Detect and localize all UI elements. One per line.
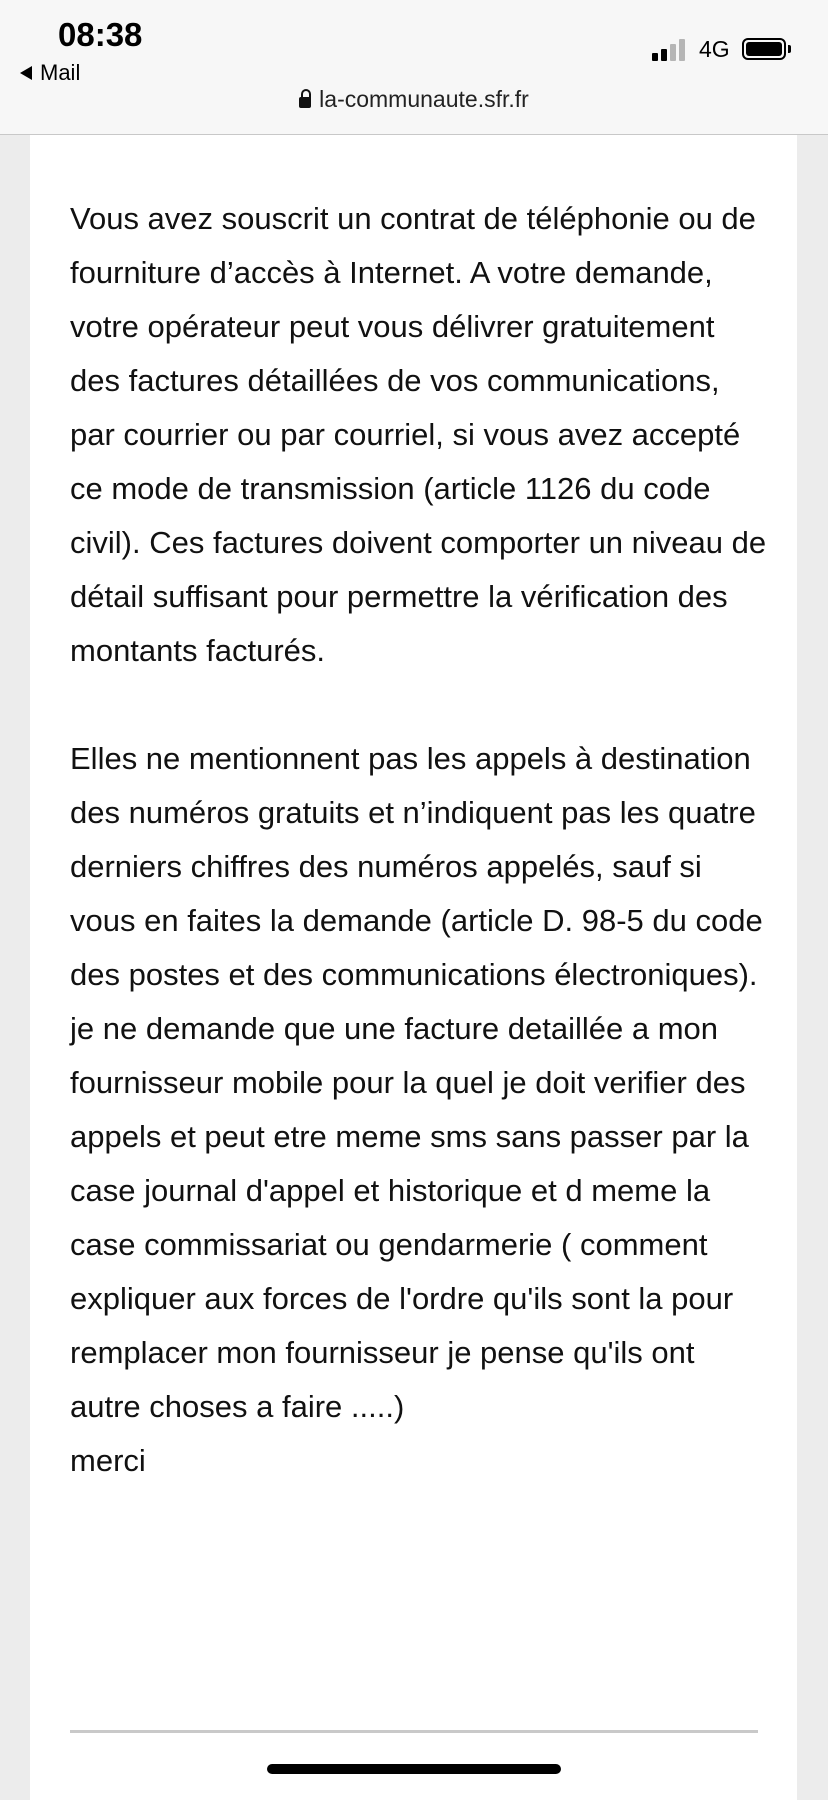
home-indicator[interactable]: [267, 1764, 561, 1774]
lock-icon: [299, 97, 311, 108]
post-body: Vous avez souscrit un contrat de téléphonie ou de fourniture d’accès à Internet. A votre demande, votre opérateur peut vous délivrer gratuitement des factures détaillées de vos communications, par courrier ou par courriel, si vous avez accepté ce mode de transmission (article 1126 du code civil). Ces factures doivent comporter un niveau de détail suffisant pour permettre la vérification des montants facturés. Elles ne mentionnent pas les appels à destination des numéros gratuits et n’indiquent pas les quatre derniers chiffres des numéros appelés, sauf si vous en faites la demande (article D. 98-5 du code des postes et des communications électroniques). je ne demande que une facture detaillée a mon fournisseur mobile pour la quel je doit verifier des appels et peut etre meme sms sans passer par la case journal d'appel et historique et d meme la case commissariat ou gendarmerie ( comment expliquer aux forces de l'ordre qu'ils sont la pour remplacer mon fournisseur je pense qu'ils ont autre choses a faire .....) merci: [70, 201, 767, 1478]
back-app-label: Mail: [40, 60, 81, 85]
network-type: 4G: [699, 36, 730, 62]
back-arrow-icon: [20, 66, 32, 80]
address-bar[interactable]: [0, 86, 828, 113]
battery-tip-icon: [788, 45, 791, 53]
url-text: la-communaute.sfr.fr: [319, 86, 529, 112]
clock: 08:38: [58, 16, 143, 53]
signal-bars-icon: [652, 37, 685, 61]
status-bar: [0, 0, 828, 135]
back-to-app-button[interactable]: [20, 60, 80, 86]
battery-icon: [742, 38, 786, 60]
divider: [70, 1730, 758, 1733]
